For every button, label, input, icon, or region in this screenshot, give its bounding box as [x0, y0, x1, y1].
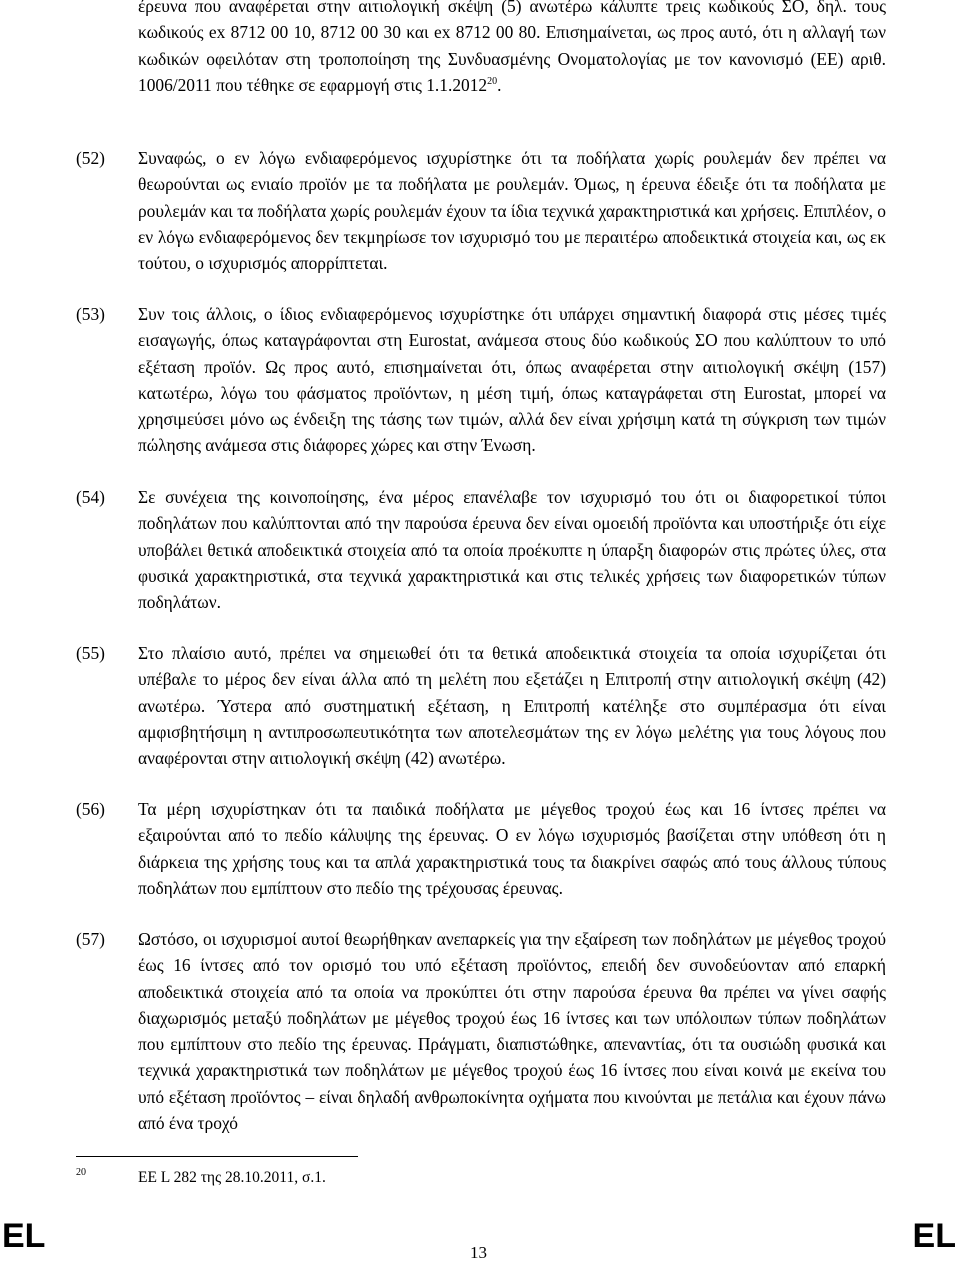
intro-text: έρευνα που αναφέρεται στην αιτιολογική σκέψη (5) ανωτέρω κάλυπτε τρεις κωδικούς ΣΟ, δηλ. τους κωδικούς ex 8712 00 10, 8712 00 30 και ex 8712 00 80. Επισημαίνεται, ως προς αυτό, ότι η αλλαγή των κωδικών οφειλόταν στη τροποποίηση της Συνδυασμένης Ονοματολογίας με τον κανονισμό (ΕΕ) αριθ. 1006/2011 που τέθηκε σε εφαρμογή στις 1.1.2012 [138, 0, 886, 95]
paragraph-text: Συναφώς, ο εν λόγω ενδιαφερόμενος ισχυρίστηκε ότι τα ποδήλατα χωρίς ρουλεμάν δεν πρέπει να θεωρούνται ως ενιαίο προϊόν με τα ποδήλατα με ρουλεμάν. Όμως, η έρευνα έδειξε ότι τα ποδήλατα με ρουλεμάν και τα ποδήλατα χωρίς ρουλεμάν έχουν τα ίδια τεχνικά χαρακτηριστικά και χρήσεις. Επιπλέον, ο εν λόγω ενδιαφερόμενος δεν τεκμηρίωσε τον ισχυρισμό του με περαιτέρω αποδεικτικά στοιχεία και, ως εκ τούτου, ο ισχυρισμός απορρίπτεται. [138, 148, 886, 274]
language-code-right: EL [912, 1217, 956, 1255]
paragraph-text: Στο πλαίσιο αυτό, πρέπει να σημειωθεί ότι τα θετικά αποδεικτικά στοιχεία τα οποία ισχυρίζεται ότι υπέβαλε το μέρος δεν είναι άλλα από τη μελέτη που εξετάζει η Επιτροπή στην αιτιολογική σκέψη (42) ανωτέρω. Ύστερα από συστηματική εξέταση, η Επιτροπή κατέληξε στο συμπέρασμα ότι είναι αμφισβητήσιμη η αντιπροσωπευτικότητα των αποτελεσμάτων της εν λόγω μελέτης για τους λόγους που αναφέρονται στην αιτιολογική σκέψη (42) ανωτέρω. [138, 643, 886, 769]
paragraph-text: Συν τοις άλλοις, ο ίδιος ενδιαφερόμενος ισχυρίστηκε ότι υπάρχει σημαντική διαφορά στις μέσες τιμές εισαγωγής, όπως καταγράφονται στη Eurostat, ανάμεσα στους δύο κωδικούς ΣΟ που καλύπτουν το υπό εξέταση προϊόν. Ως προς αυτό, επισημαίνεται ότι, όπως αναφέρεται στην αιτιολογική σκέψη (157) κατωτέρω, λόγω του φάσματος προϊόντων, η μέση τιμή, όπως καταγράφεται στη Eurostat, μπορεί να χρησιμεύσει μόνο ως ένδειξη της τάσης των τιμών, αλλά δεν είναι χρήσιμη κατά τη σύγκριση των τιμών πώλησης ανάμεσα στις διάφορες χώρες και στην Ένωση. [138, 304, 886, 456]
paragraph-text: Ωστόσο, οι ισχυρισμοί αυτοί θεωρήθηκαν ανεπαρκείς για την εξαίρεση των ποδηλάτων με μέγεθος τροχού έως 16 ίντσες από τον ορισμό του υπό εξέταση προϊόντος, επειδή δεν συνοδεύονταν από επαρκή αποδεικτικά στοιχεία από τα οποία να προκύπτει ότι στην παρούσα έρευνα θα πρέπει να γίνει σαφής διαχωρισμός μεταξύ ποδηλάτων με μέγεθος τροχού έως 16 ίντσες και των υπόλοιπων τύπων ποδηλάτων που εμπίπτουν στο πεδίο της έρευνας. Πράγματι, διαπιστώθηκε, απεναντίας, ότι τα ουσιώδη φυσικά και τεχνικά χαρακτηριστικά των ποδηλάτων με μέγεθος τροχού έως 16 ίντσες που είναι κοινά με εκείνα του υπό εξέταση προϊόντος – είναι δηλαδή ανθρωποκίνητα οχήματα που κινούνται με πετάλια και έχουν πάνω από ένα τροχό [138, 929, 886, 1134]
paragraph-number: (54) [76, 487, 105, 507]
intro-paragraph [138, 0, 886, 98]
paragraph-number: (53) [76, 304, 105, 324]
page-number: 13 [470, 1243, 487, 1262]
paragraph-text: Τα μέρη ισχυρίστηκαν ότι τα παιδικά ποδήλατα με μέγεθος τροχού έως και 16 ίντσες πρέπει να εξαιρούνται από το πεδίο κάλυψης της έρευνας. Ο εν λόγω ισχυρισμός βασίζεται στην υπόθεση ότι η διάρκεια της χρήσης τους και τα απλά χαρακτηριστικά τους τα διακρίνει σαφώς από τους άλλους τύπους ποδηλάτων που εμπίπτουν στο πεδίο της τρέχουσας έρευνας. [138, 799, 886, 898]
paragraph-number: (57) [76, 929, 105, 949]
paragraph-number: (52) [76, 148, 105, 168]
footnote-text: ΕΕ L 282 της 28.10.2011, σ.1. [138, 1169, 326, 1186]
footnote-reference[interactable]: 20 [487, 75, 498, 87]
footnote-separator [76, 1156, 358, 1157]
paragraph-number: (55) [76, 643, 105, 663]
language-code-left: EL [2, 1217, 46, 1255]
paragraph-text: Σε συνέχεια της κοινοποίησης, ένα μέρος επανέλαβε τον ισχυρισμό του ότι οι διαφορετικοί τύποι ποδηλάτων που καλύπτονται από την παρούσα έρευνα δεν είναι ομοειδή προϊόντα και υποστήριξε ότι είχε υποβάλει θετικά αποδεικτικά στοιχεία από τα οποία προέκυπτε η ύπαρξη διαφορών στις πρώτες ύλες, στα φυσικά χαρακτηριστικά, στα τεχνικά χαρακτηριστικά και στις τελικές χρήσεις των διαφορετικών τύπων ποδηλάτων. [138, 487, 886, 613]
footnote-mark: 20 [76, 1167, 86, 1178]
intro-end: . [497, 74, 502, 95]
paragraph-number: (56) [76, 799, 105, 819]
